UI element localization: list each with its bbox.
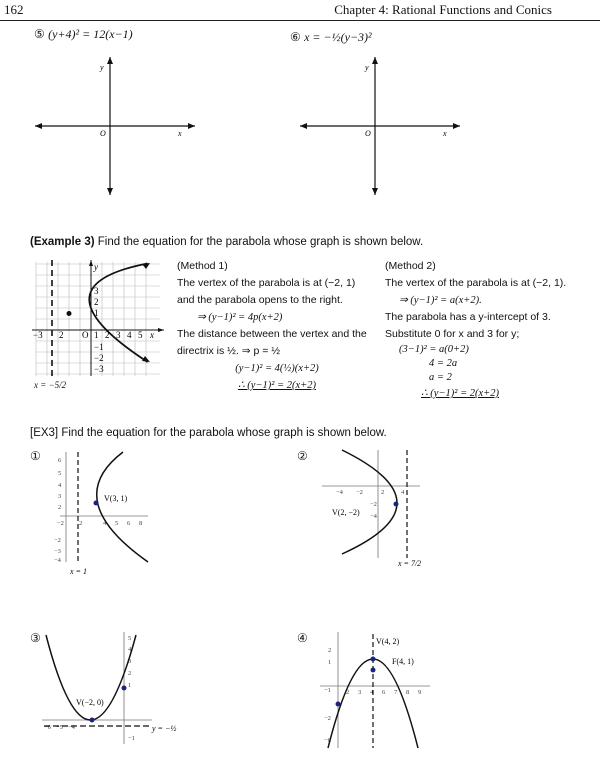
method-2-heading: (Method 2) (385, 260, 436, 272)
svg-text:−5: −5 (56, 724, 63, 731)
example-directrix-label: x = −5/2 (34, 380, 67, 390)
svg-text:−6: −6 (44, 724, 51, 731)
ex3-graph-3-number: ③ (30, 631, 41, 645)
svg-text:4: 4 (128, 646, 132, 653)
method-2 (385, 258, 590, 402)
example-3-title (30, 236, 423, 248)
svg-text:−2: −2 (370, 501, 377, 508)
origin-label: O (365, 129, 371, 138)
blank-axes-6 (295, 52, 465, 200)
svg-text:−2: −2 (54, 537, 61, 544)
svg-text:−4: −4 (336, 489, 343, 496)
svg-text:−1: −1 (324, 687, 331, 694)
method-1 (177, 258, 377, 394)
svg-text:2: 2 (59, 330, 64, 340)
ex3-graph-4 (318, 630, 468, 755)
svg-text:4: 4 (103, 520, 107, 527)
svg-text:1: 1 (328, 659, 332, 666)
svg-text:5: 5 (115, 520, 119, 527)
svg-text:2: 2 (79, 520, 83, 527)
method-2-line: a = 2 (429, 372, 452, 383)
svg-text:1: 1 (128, 682, 132, 689)
page-number: 162 (4, 2, 24, 17)
ex3-graph-1-number: ① (30, 449, 41, 463)
y-axis-label: y (365, 63, 369, 72)
method-1-line: The distance between the vertex and the (177, 328, 367, 340)
method-2-line: 4 = 2a (429, 358, 458, 369)
ex3-title: [EX3] Find the equation for the parabola whose graph is shown below. (30, 427, 387, 439)
svg-text:5: 5 (138, 330, 143, 340)
svg-text:6: 6 (127, 520, 131, 527)
method-1-line: The vertex of the parabola is at (−2, 1) (177, 277, 356, 289)
ex3-graph-3 (40, 630, 200, 750)
ex3-graph-4-focus-label: F(4, 1) (392, 657, 414, 666)
problem-6 (290, 30, 372, 45)
svg-text:2: 2 (105, 330, 110, 340)
y-axis-label: y (100, 63, 104, 72)
svg-text:4: 4 (58, 482, 62, 489)
problem-6-number: ⑥ (290, 30, 301, 44)
svg-text:7: 7 (394, 689, 398, 696)
svg-text:6: 6 (58, 457, 62, 464)
svg-text:1: 1 (94, 330, 99, 340)
svg-text:−2: −2 (57, 520, 64, 527)
method-1-line: ⇒ (y−1)² = 4p(x+2) (197, 312, 283, 323)
ex3-graph-3-vertex-label: V(−2, 0) (76, 698, 104, 707)
svg-text:−6: −6 (324, 737, 331, 744)
svg-text:x: x (150, 330, 154, 340)
svg-text:3: 3 (128, 658, 132, 665)
svg-text:2: 2 (328, 647, 332, 654)
method-1-line: directrix is ½. ⇒ p = ½ (177, 345, 281, 357)
method-2-line: Substitute 0 for x and 3 for y; (385, 328, 520, 340)
method-1-line: (y−1)² = 4(½)(x+2) (235, 363, 319, 374)
svg-text:−3: −3 (54, 548, 61, 555)
svg-text:O: O (82, 330, 89, 340)
svg-text:4: 4 (127, 330, 132, 340)
svg-text:−1: −1 (128, 735, 135, 742)
svg-text:−4: −4 (54, 557, 61, 564)
svg-text:3: 3 (94, 286, 99, 296)
example-3-label: (Example 3) (30, 236, 95, 248)
svg-text:−4: −4 (68, 724, 75, 731)
x-axis-label: x (443, 129, 447, 138)
origin-label: O (100, 129, 106, 138)
svg-text:3: 3 (358, 689, 362, 696)
svg-text:y: y (94, 262, 98, 272)
svg-text:2: 2 (128, 670, 132, 677)
method-2-line: ⇒ (y−1)² = a(x+2). (399, 295, 482, 306)
svg-text:−1: −1 (94, 342, 104, 352)
svg-text:2: 2 (346, 689, 350, 696)
svg-text:4: 4 (401, 489, 405, 496)
svg-text:5: 5 (128, 635, 132, 642)
ex3-graph-3-directrix-label: y = −½ (152, 724, 177, 733)
ex3-graph-1-vertex-label: V(3, 1) (104, 494, 128, 503)
ex3-graph-4-vertex-label: V(4, 2) (376, 637, 400, 646)
svg-text:3: 3 (116, 330, 121, 340)
problem-5-equation: (y+4)² = 12(x−1) (48, 27, 133, 41)
method-2-answer: ∴ (y−1)² = 2(x+2) (421, 388, 500, 399)
method-2-line: The vertex of the parabola is at (−2, 1). (385, 277, 567, 289)
method-1-answer: ∴ (y−1)² = 2(x+2) (237, 380, 317, 391)
example-3-text: Find the equation for the parabola whose graph is shown below. (94, 236, 424, 248)
svg-text:3: 3 (58, 493, 62, 500)
ex3-graph-1 (54, 450, 218, 580)
ex3-graph-2-directrix-label: x = 7/2 (398, 559, 422, 568)
ex3-graph-1-directrix-label: x = 1 (70, 567, 87, 576)
method-2-line: The parabola has a y-intercept of 3. (385, 311, 551, 323)
blank-axes-5 (30, 52, 200, 200)
svg-text:8: 8 (406, 689, 410, 696)
problem-6-equation: x = −½(y−3)² (304, 30, 372, 44)
svg-text:6: 6 (382, 689, 386, 696)
ex3-graph-4-number: ④ (297, 631, 308, 645)
method-1-line: and the parabola opens to the right. (177, 294, 343, 306)
svg-text:−3: −3 (94, 364, 104, 374)
chapter-title: Chapter 4: Rational Functions and Conics (334, 2, 552, 17)
ex3-graph-2 (320, 448, 470, 588)
example-graph (30, 258, 170, 398)
method-2-line: (3−1)² = a(0+2) (399, 344, 469, 355)
svg-text:−4: −4 (370, 513, 377, 520)
svg-text:−2: −2 (94, 353, 104, 363)
svg-text:8: 8 (139, 520, 143, 527)
svg-text:5: 5 (58, 470, 62, 477)
svg-text:1: 1 (94, 308, 99, 318)
svg-text:−2: −2 (356, 489, 363, 496)
ex3-graph-2-number: ② (297, 449, 308, 463)
problem-5-number: ⑤ (34, 27, 45, 41)
ex3-graph-2-vertex-label: V(2, −2) (332, 508, 360, 517)
page-header (0, 0, 600, 21)
svg-text:−2: −2 (324, 715, 331, 722)
svg-text:9: 9 (418, 689, 422, 696)
svg-text:4: 4 (370, 689, 374, 696)
problem-5 (34, 27, 133, 42)
svg-text:2: 2 (94, 297, 99, 307)
svg-text:2: 2 (58, 504, 62, 511)
svg-text:2: 2 (381, 489, 385, 496)
method-1-heading: (Method 1) (177, 260, 228, 272)
svg-text:−3: −3 (33, 330, 43, 340)
x-axis-label: x (178, 129, 182, 138)
